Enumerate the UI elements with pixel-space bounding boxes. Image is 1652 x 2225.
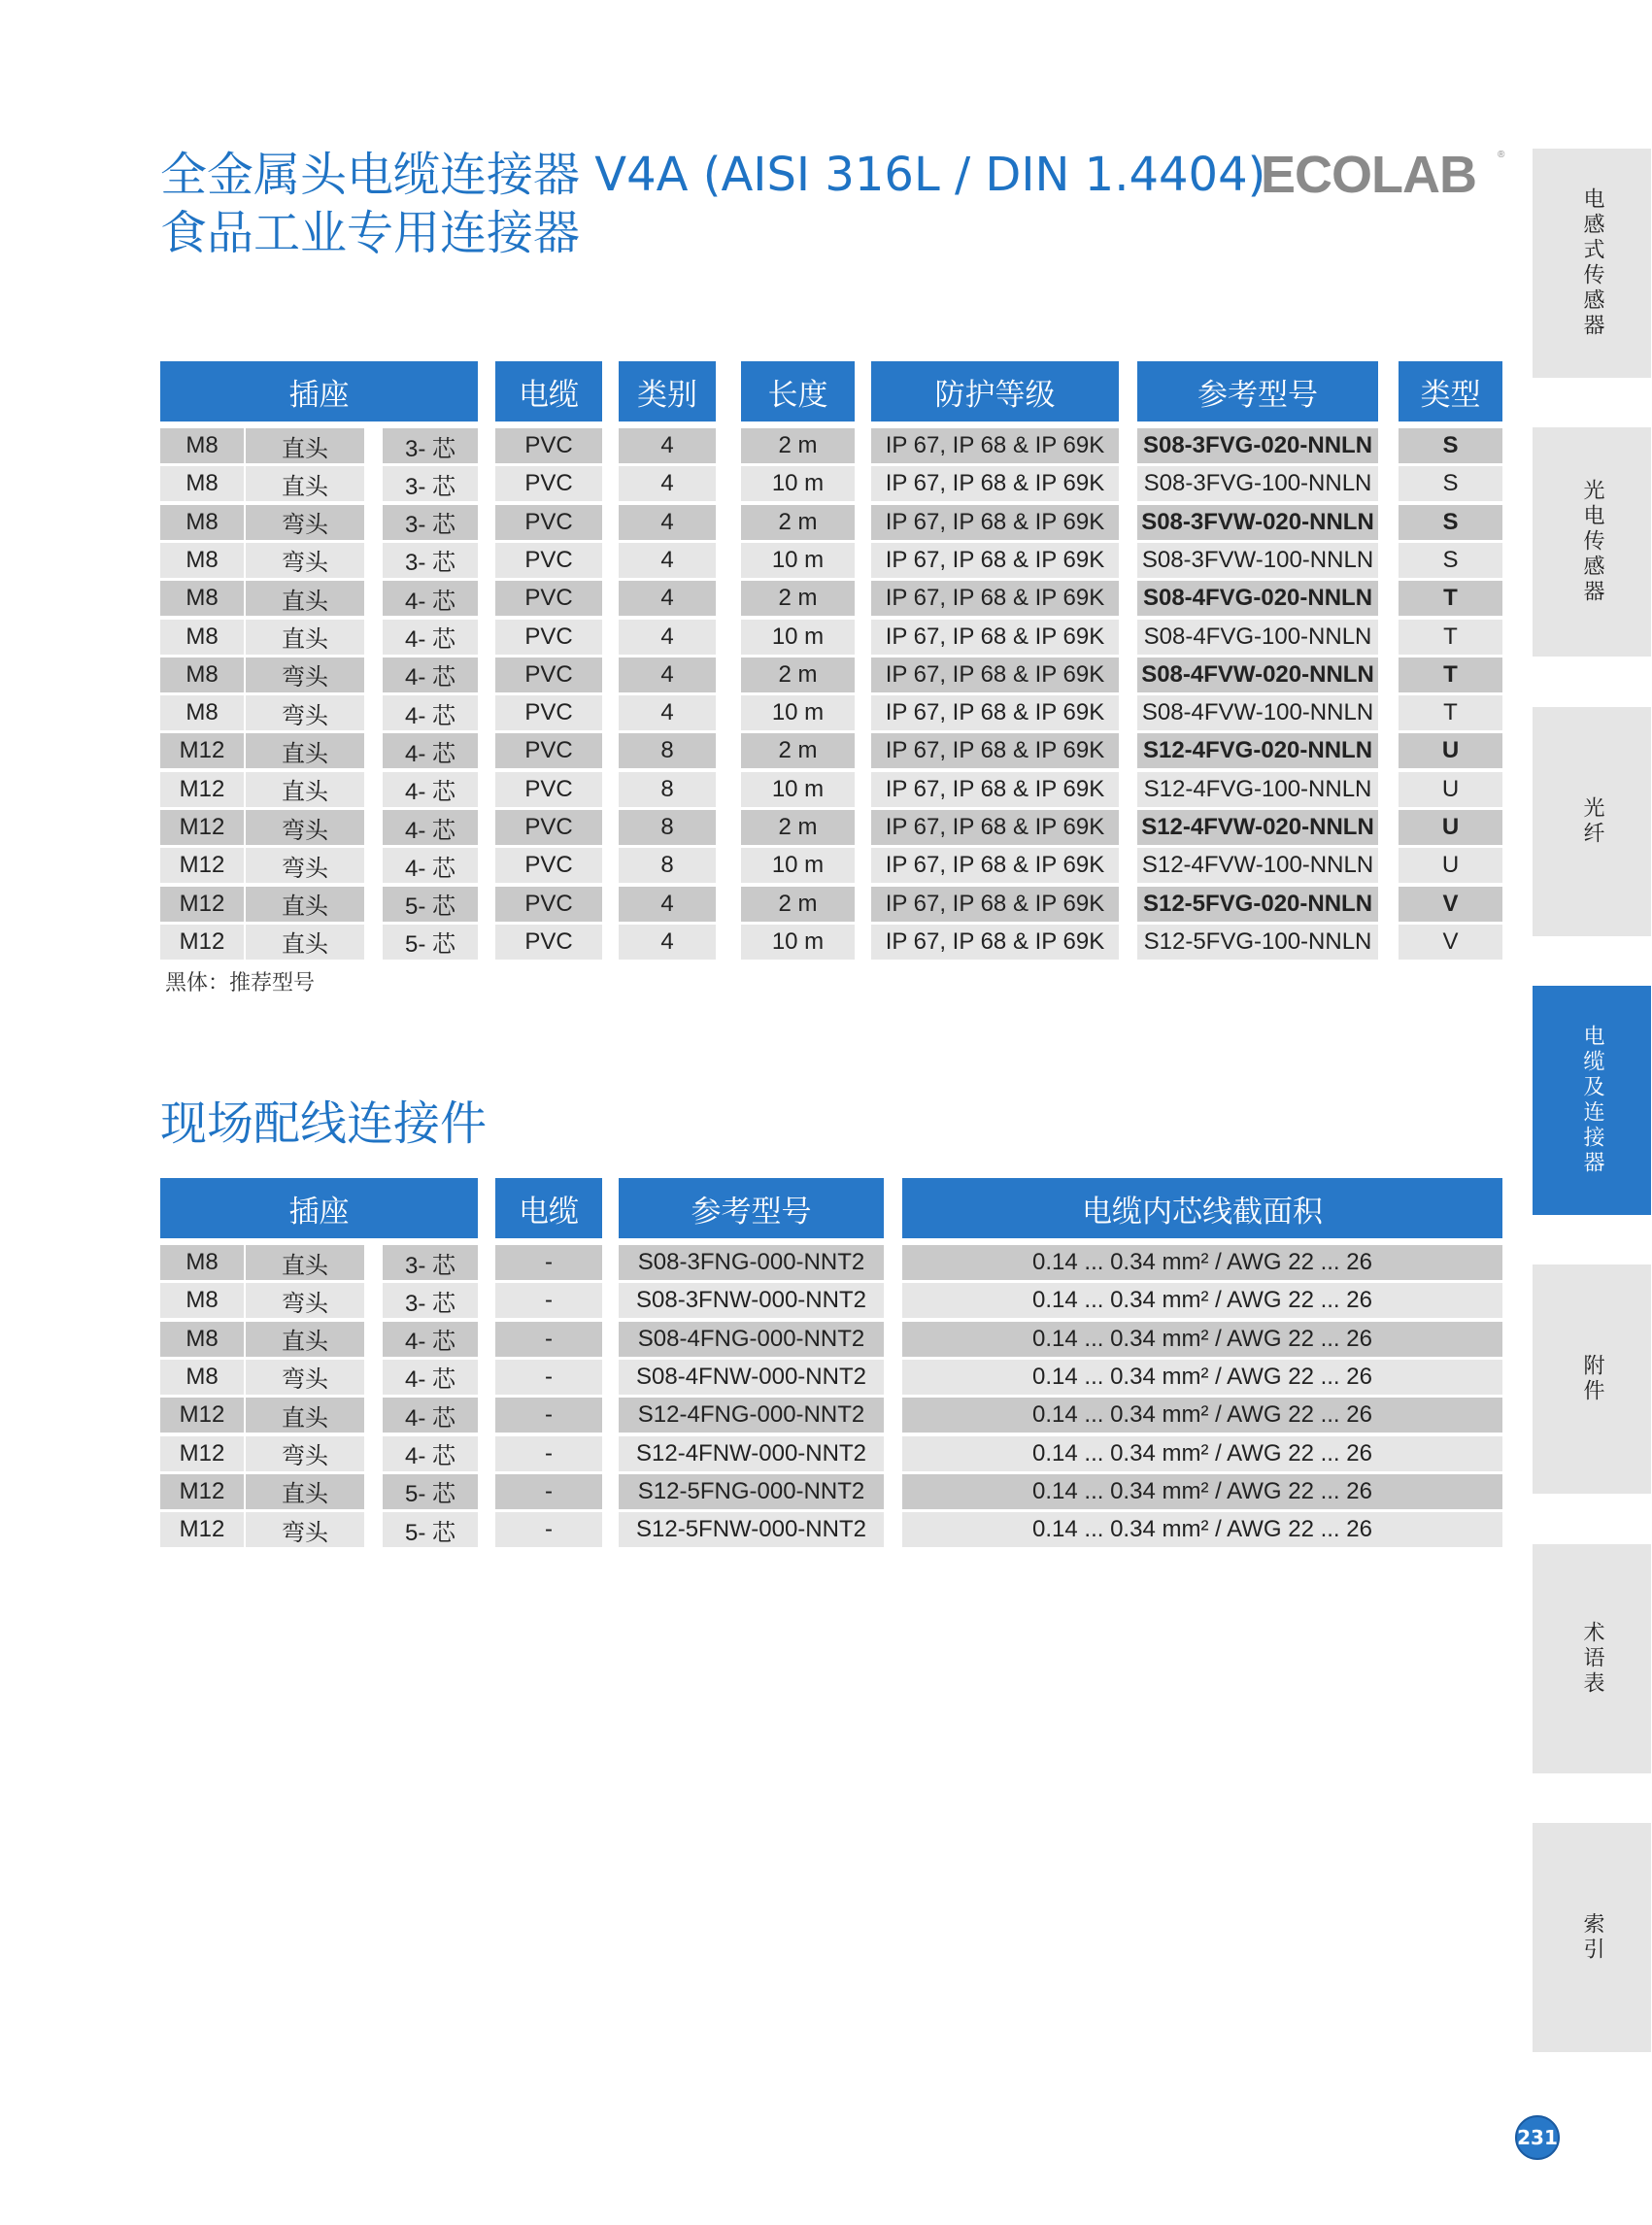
table2-cell: M8 (160, 1322, 244, 1357)
table2-row (0, 1436, 1652, 1474)
table1-cell: M12 (160, 925, 244, 960)
table2-cell: - (495, 1360, 602, 1395)
table1-cell: IP 67, IP 68 & IP 69K (871, 733, 1119, 768)
table2-cell: - (495, 1512, 602, 1547)
side-tab-label: 电感式传感器 (1580, 187, 1604, 339)
table1-row (0, 695, 1652, 733)
table1-cell: 弯头 (246, 848, 364, 883)
table1-cell: M12 (160, 810, 244, 845)
table2-cell: 4- 芯 (383, 1398, 478, 1433)
table1-cell: S12-5FVG-100-NNLN (1137, 925, 1378, 960)
table1-cell: 10 m (741, 925, 855, 960)
table1-cell: 直头 (246, 772, 364, 807)
table1-cell: M8 (160, 466, 244, 501)
side-tab[interactable] (1533, 149, 1651, 378)
table2-cell: 直头 (246, 1245, 364, 1280)
table2-cell: 4- 芯 (383, 1436, 478, 1471)
table1-row (0, 543, 1652, 581)
table2-cell: - (495, 1398, 602, 1433)
table1-cell: PVC (495, 657, 602, 692)
table1-cell: V (1399, 887, 1502, 922)
table1-row (0, 772, 1652, 810)
table1-cell: 弯头 (246, 695, 364, 730)
table1-cell: 直头 (246, 466, 364, 501)
logo-text: ECOLAB (1261, 146, 1476, 204)
table1-cell: 4- 芯 (383, 620, 478, 655)
table1-cell: PVC (495, 810, 602, 845)
table1-cell: M8 (160, 505, 244, 540)
table1-cell: S08-4FVG-100-NNLN (1137, 620, 1378, 655)
table1-cell: 弯头 (246, 543, 364, 578)
side-tab[interactable] (1533, 1823, 1651, 2052)
table1-cell: U (1399, 733, 1502, 768)
table2-cell: S12-4FNG-000-NNT2 (619, 1398, 884, 1433)
table1-cell: IP 67, IP 68 & IP 69K (871, 772, 1119, 807)
table2-cell: 0.14 ... 0.34 mm² / AWG 22 ... 26 (902, 1474, 1502, 1509)
table1-header-cell: 电缆 (495, 361, 602, 421)
table1-cell: 2 m (741, 505, 855, 540)
table1-cell: 2 m (741, 657, 855, 692)
table2-cell: S12-5FNG-000-NNT2 (619, 1474, 884, 1509)
table1-cell: T (1399, 620, 1502, 655)
table1-cell: 5- 芯 (383, 887, 478, 922)
table1-cell: 直头 (246, 581, 364, 616)
table1-cell: 8 (619, 810, 716, 845)
table1-cell: U (1399, 848, 1502, 883)
table1-cell: M12 (160, 848, 244, 883)
table1-cell: 4- 芯 (383, 733, 478, 768)
table1-cell: 4 (619, 925, 716, 960)
side-tab[interactable] (1533, 986, 1651, 1215)
table1-cell: S12-4FVG-020-NNLN (1137, 733, 1378, 768)
table1-cell: 10 m (741, 848, 855, 883)
table2-cell: M12 (160, 1398, 244, 1433)
table2-cell: S08-3FNG-000-NNT2 (619, 1245, 884, 1280)
table1-row (0, 657, 1652, 695)
table2-cell: 0.14 ... 0.34 mm² / AWG 22 ... 26 (902, 1283, 1502, 1318)
table2-header-cell: 插座 (160, 1178, 478, 1238)
table2-cell: 0.14 ... 0.34 mm² / AWG 22 ... 26 (902, 1322, 1502, 1357)
table1-cell: 直头 (246, 620, 364, 655)
table1-cell: IP 67, IP 68 & IP 69K (871, 428, 1119, 463)
table1-row (0, 505, 1652, 543)
table1-cell: IP 67, IP 68 & IP 69K (871, 581, 1119, 616)
table1-cell: 4 (619, 695, 716, 730)
table1-cell: IP 67, IP 68 & IP 69K (871, 925, 1119, 960)
table2-cell: 5- 芯 (383, 1474, 478, 1509)
table1-cell: 10 m (741, 543, 855, 578)
table1-cell: 4- 芯 (383, 657, 478, 692)
table2-cell: 5- 芯 (383, 1512, 478, 1547)
table1-cell: 弯头 (246, 505, 364, 540)
table1-cell: 4- 芯 (383, 810, 478, 845)
table1-cell: PVC (495, 925, 602, 960)
table2-cell: 弯头 (246, 1436, 364, 1471)
table1-cell: PVC (495, 695, 602, 730)
table1-cell: 4 (619, 428, 716, 463)
table1-header-cell: 参考型号 (1137, 361, 1378, 421)
table1-cell: 弯头 (246, 810, 364, 845)
table1-row (0, 848, 1652, 886)
table1-cell: S08-4FVW-100-NNLN (1137, 695, 1378, 730)
table2-cell: 0.14 ... 0.34 mm² / AWG 22 ... 26 (902, 1436, 1502, 1471)
table1-cell: 10 m (741, 466, 855, 501)
table1-cell: 2 m (741, 733, 855, 768)
table1-header-cell: 类型 (1399, 361, 1502, 421)
table2-cell: S12-4FNW-000-NNT2 (619, 1436, 884, 1471)
table1-cell: 4 (619, 543, 716, 578)
table2-cell: 弯头 (246, 1512, 364, 1547)
table2-cell: S08-3FNW-000-NNT2 (619, 1283, 884, 1318)
svg-text:®: ® (1498, 150, 1505, 160)
table2-row (0, 1245, 1652, 1283)
table1-header-cell: 防护等级 (871, 361, 1119, 421)
table1-cell: U (1399, 772, 1502, 807)
table2-cell: 0.14 ... 0.34 mm² / AWG 22 ... 26 (902, 1398, 1502, 1433)
table2-row (0, 1512, 1652, 1550)
table1-cell: PVC (495, 466, 602, 501)
table2-row (0, 1474, 1652, 1512)
table1-cell: 10 m (741, 695, 855, 730)
table1-cell: 10 m (741, 772, 855, 807)
table1-row (0, 925, 1652, 962)
table2-cell: 3- 芯 (383, 1283, 478, 1318)
table1-cell: 4 (619, 581, 716, 616)
table1-cell: S (1399, 543, 1502, 578)
page-title-line1: 全金属头电缆连接器 V4A (AISI 316L / DIN 1.4404) (160, 148, 1266, 202)
table1-row (0, 810, 1652, 848)
table2-cell: 0.14 ... 0.34 mm² / AWG 22 ... 26 (902, 1360, 1502, 1395)
table1-cell: S (1399, 466, 1502, 501)
table1-cell: M8 (160, 695, 244, 730)
table2-cell: 0.14 ... 0.34 mm² / AWG 22 ... 26 (902, 1512, 1502, 1547)
table2-cell: 4- 芯 (383, 1322, 478, 1357)
page-number: 231 (1515, 2115, 1560, 2160)
table1-cell: S08-3FVG-020-NNLN (1137, 428, 1378, 463)
side-tab-label: 光电传感器 (1580, 479, 1604, 605)
table1-cell: 4 (619, 620, 716, 655)
table2-cell: M8 (160, 1283, 244, 1318)
table2-cell: 4- 芯 (383, 1360, 478, 1395)
table2-row (0, 1322, 1652, 1360)
table1-row (0, 620, 1652, 657)
table1-cell: 10 m (741, 620, 855, 655)
table1-row (0, 733, 1652, 771)
table1-cell: 直头 (246, 428, 364, 463)
table1-cell: S12-5FVG-020-NNLN (1137, 887, 1378, 922)
table2-cell: - (495, 1474, 602, 1509)
table1-cell: PVC (495, 505, 602, 540)
table1-header-cell: 插座 (160, 361, 478, 421)
table1-cell: S (1399, 505, 1502, 540)
table1-cell: M12 (160, 733, 244, 768)
table1-cell: 直头 (246, 925, 364, 960)
table1-cell: M8 (160, 620, 244, 655)
table1-cell: 直头 (246, 887, 364, 922)
table1-cell: 2 m (741, 428, 855, 463)
table2-cell: M8 (160, 1360, 244, 1395)
table1-cell: 弯头 (246, 657, 364, 692)
table1-cell: M8 (160, 543, 244, 578)
table2-cell: 直头 (246, 1398, 364, 1433)
table1-cell: 2 m (741, 581, 855, 616)
table1-cell: PVC (495, 428, 602, 463)
table1-cell: 3- 芯 (383, 466, 478, 501)
table1-cell: 3- 芯 (383, 428, 478, 463)
table1-cell: 4 (619, 505, 716, 540)
table1-cell: 8 (619, 772, 716, 807)
table2-cell: S08-4FNW-000-NNT2 (619, 1360, 884, 1395)
table1-cell: 5- 芯 (383, 925, 478, 960)
table1-cell: IP 67, IP 68 & IP 69K (871, 466, 1119, 501)
table1-cell: 4- 芯 (383, 772, 478, 807)
table2-header-cell: 电缆内芯线截面积 (902, 1178, 1502, 1238)
table1-cell: T (1399, 581, 1502, 616)
side-tab-label: 附件 (1580, 1354, 1604, 1404)
table2-cell: M12 (160, 1512, 244, 1547)
table1-cell: IP 67, IP 68 & IP 69K (871, 620, 1119, 655)
table1-cell: 2 m (741, 887, 855, 922)
table2-cell: - (495, 1283, 602, 1318)
table1-cell: S08-4FVW-020-NNLN (1137, 657, 1378, 692)
table1-cell: M8 (160, 581, 244, 616)
table1-cell: 4 (619, 657, 716, 692)
table1-cell: S08-3FVG-100-NNLN (1137, 466, 1378, 501)
table1-row (0, 581, 1652, 619)
table2-cell: M12 (160, 1474, 244, 1509)
table2-cell: M12 (160, 1436, 244, 1471)
side-tab-label: 索引 (1580, 1912, 1604, 1963)
table1-cell: S12-4FVW-100-NNLN (1137, 848, 1378, 883)
table1-cell: 4- 芯 (383, 695, 478, 730)
table2-header-cell: 参考型号 (619, 1178, 884, 1238)
side-tab-label: 术语表 (1580, 1621, 1604, 1697)
table1-cell: 4- 芯 (383, 581, 478, 616)
table2-cell: 0.14 ... 0.34 mm² / AWG 22 ... 26 (902, 1245, 1502, 1280)
table1-cell: 4 (619, 887, 716, 922)
table1-cell: PVC (495, 887, 602, 922)
table1-cell: S12-4FVG-100-NNLN (1137, 772, 1378, 807)
table2-cell: S12-5FNW-000-NNT2 (619, 1512, 884, 1547)
table1-cell: 4 (619, 466, 716, 501)
table1-cell: IP 67, IP 68 & IP 69K (871, 848, 1119, 883)
side-tab-label: 电缆及连接器 (1580, 1025, 1604, 1176)
table2-row (0, 1283, 1652, 1321)
table2-cell: 弯头 (246, 1283, 364, 1318)
table2-cell: 直头 (246, 1474, 364, 1509)
table2-cell: 弯头 (246, 1360, 364, 1395)
table1-cell: 8 (619, 733, 716, 768)
table2-cell: S08-4FNG-000-NNT2 (619, 1322, 884, 1357)
table1-cell: PVC (495, 772, 602, 807)
table2-row (0, 1360, 1652, 1398)
table1-cell: IP 67, IP 68 & IP 69K (871, 505, 1119, 540)
table1-cell: IP 67, IP 68 & IP 69K (871, 543, 1119, 578)
table1-cell: 4- 芯 (383, 848, 478, 883)
table1-cell: PVC (495, 581, 602, 616)
table1-row (0, 887, 1652, 925)
table2-cell: - (495, 1436, 602, 1471)
page-title-line2: 食品工业专用连接器 (160, 206, 581, 260)
table1-cell: 3- 芯 (383, 505, 478, 540)
table2-header-cell: 电缆 (495, 1178, 602, 1238)
table1-cell: M12 (160, 887, 244, 922)
table1-header-cell: 长度 (741, 361, 855, 421)
table1-cell: T (1399, 695, 1502, 730)
table1-cell: PVC (495, 543, 602, 578)
table1-cell: IP 67, IP 68 & IP 69K (871, 810, 1119, 845)
table2-cell: 3- 芯 (383, 1245, 478, 1280)
table1-row (0, 428, 1652, 466)
table1-header-cell: 类别 (619, 361, 716, 421)
table1-cell: IP 67, IP 68 & IP 69K (871, 657, 1119, 692)
page-title (160, 146, 1265, 262)
table2-cell: M8 (160, 1245, 244, 1280)
side-tab[interactable] (1533, 707, 1651, 936)
table1-cell: PVC (495, 848, 602, 883)
table1-cell: PVC (495, 733, 602, 768)
table1-cell: 3- 芯 (383, 543, 478, 578)
table1-cell: 直头 (246, 733, 364, 768)
table1-cell: IP 67, IP 68 & IP 69K (871, 887, 1119, 922)
ecolab-logo (1261, 144, 1503, 204)
table2-row (0, 1398, 1652, 1435)
table1-cell: T (1399, 657, 1502, 692)
table2-cell: - (495, 1245, 602, 1280)
recommended-note: 黑体：推荐型号 (165, 971, 316, 995)
table1-cell: V (1399, 925, 1502, 960)
table1-cell: 2 m (741, 810, 855, 845)
table1-cell: IP 67, IP 68 & IP 69K (871, 695, 1119, 730)
section-title-field-wiring: 现场配线连接件 (160, 1096, 488, 1151)
table2-cell: 直头 (246, 1322, 364, 1357)
side-tab[interactable] (1533, 1264, 1651, 1494)
table1-cell: S12-4FVW-020-NNLN (1137, 810, 1378, 845)
table1-cell: 8 (619, 848, 716, 883)
table1-cell: U (1399, 810, 1502, 845)
table1-cell: S (1399, 428, 1502, 463)
table1-cell: M12 (160, 772, 244, 807)
table1-cell: S08-3FVW-100-NNLN (1137, 543, 1378, 578)
table2-cell: - (495, 1322, 602, 1357)
table1-cell: M8 (160, 657, 244, 692)
table1-cell: PVC (495, 620, 602, 655)
table1-cell: M8 (160, 428, 244, 463)
table1-cell: S08-3FVW-020-NNLN (1137, 505, 1378, 540)
table1-cell: S08-4FVG-020-NNLN (1137, 581, 1378, 616)
side-tab[interactable] (1533, 1544, 1651, 1773)
side-tab[interactable] (1533, 427, 1651, 657)
side-tab-label: 光纤 (1580, 796, 1604, 847)
table1-row (0, 466, 1652, 504)
